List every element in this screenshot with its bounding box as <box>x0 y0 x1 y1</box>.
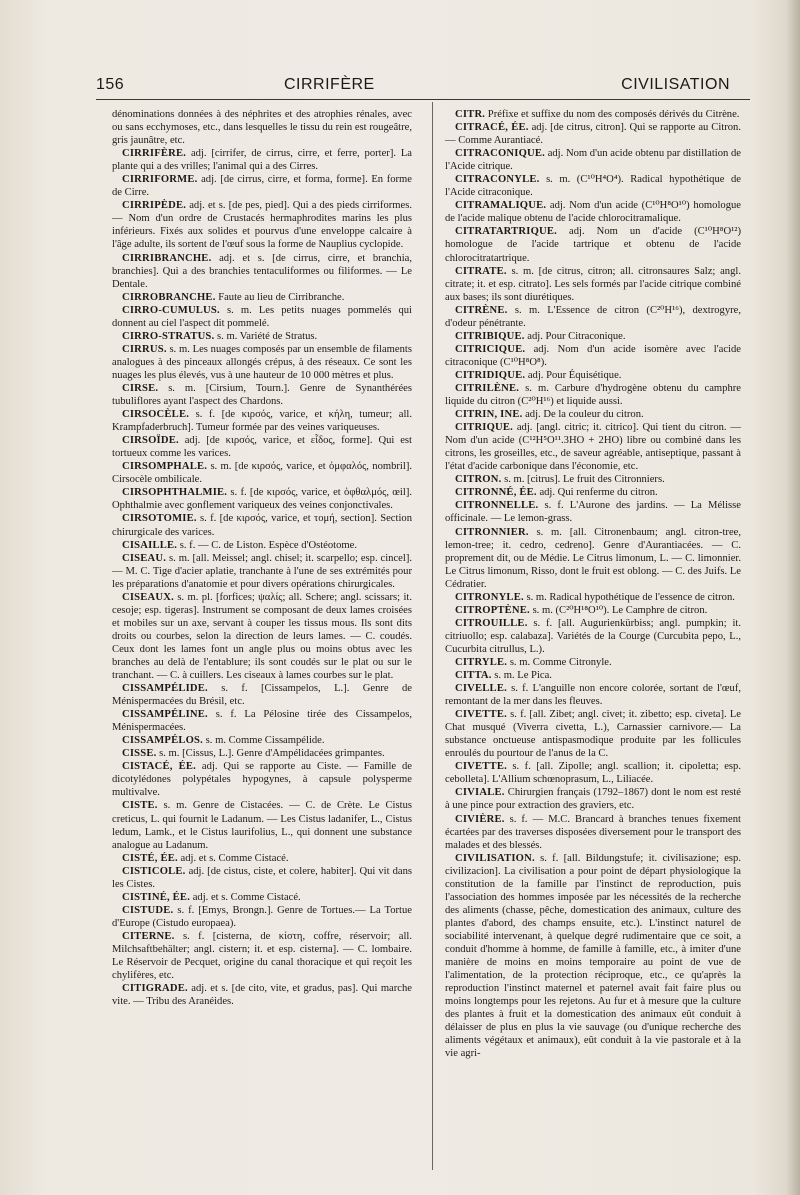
entry-definition: s. f. — C. de Liston. Espèce d'Ostéotome. <box>179 539 358 551</box>
right-running-head: CIVILISATION <box>621 76 730 93</box>
entry-definition: adj. Qui renferme du citron. <box>539 487 658 499</box>
entry-definition: s. m. L'Essence de citron (C²⁰H¹⁶), dextrogyre, d'odeur pénétrante. <box>445 304 741 329</box>
entry-definition: adj. Nom d'un acide (C¹⁰H⁸O¹⁰) homologue de l'acide malique obtenu de l'acide chlorocitramalique. <box>445 200 741 225</box>
entry-headword: CITROPTÈNE. <box>455 604 530 616</box>
entry-headword: CITRACONYLE. <box>455 174 540 186</box>
entry-headword: CISTINÉ, ÉE. <box>122 891 191 903</box>
entry-definition: adj. Pour Citraconique. <box>527 330 626 342</box>
entry-headword: CITRONYLE. <box>455 591 524 603</box>
entry-definition: Chirurgien français (1792–1867) dont le nom est resté à une pince pour extraction des graviers, etc. <box>445 787 741 812</box>
entry-headword: CITRICIQUE. <box>455 343 526 355</box>
entry-definition: s. f. [all. Augurienkürbiss; angl. pumpkin; it. citriuollo; esp. calabaza]. Variétés de la Courge (Curcubita pepo, L., Cucurbita citrullus, L.). <box>445 617 741 655</box>
entry-definition: adj. Nom un d'acide (C¹⁰H⁸O¹²) homologue de l'acide tartrique et obtenu de l'acide chlorocitratartrique. <box>445 226 741 264</box>
dictionary-entry <box>445 408 741 421</box>
entry-definition: s. f. L'anguille non encore colorée, sortant de l'œuf, remontant de la mer dans les fleuves. <box>445 683 741 708</box>
dictionary-entry <box>445 617 741 656</box>
dictionary-entry <box>112 304 412 330</box>
dictionary-entry <box>112 408 412 434</box>
entry-definition: adj. [de cistus, ciste, et colere, habiter]. Qui vit dans les Cistes. <box>112 865 412 890</box>
dictionary-entry <box>445 708 741 760</box>
entry-headword: CIRRIFÈRE. <box>122 148 187 160</box>
entry-definition: s. f. L'Aurone des jardins. — La Mélisse officinale. — Le lemon-grass. <box>445 500 741 525</box>
entry-headword: CIVETTE. <box>455 761 507 773</box>
dictionary-entry <box>112 682 412 708</box>
entry-headword: CIVIALE. <box>455 787 505 799</box>
entry-headword: CIRROBRANCHE. <box>122 291 216 303</box>
entry-headword: CITIGRADE. <box>122 983 188 995</box>
dictionary-entry <box>112 330 412 343</box>
dictionary-entry <box>112 199 412 251</box>
entry-definition: s. m. Les nuages composés par un ensemble de filaments analogues à des pinceaux allongés crépus, à des réseaux. Ce sont les nuages les plus élevés, vus à une hauteur de 10 000 mètres et plus. <box>112 343 412 381</box>
entry-headword: CIRSOMPHALE. <box>122 461 208 473</box>
entry-headword: CIVELLE. <box>455 683 507 695</box>
dictionary-entry <box>445 225 741 264</box>
entry-headword: CIRRIBRANCHE. <box>122 252 212 264</box>
entry-definition: adj. Pour Équisétique. <box>527 369 622 381</box>
entry-headword: CIRRIPÈDE. <box>122 200 187 212</box>
dictionary-entry <box>445 604 741 617</box>
dictionary-entry <box>112 591 412 682</box>
entry-definition: adj. Nom d'un acide obtenu par distillation de l'Acide citrique. <box>445 148 741 173</box>
entry-definition: adj. Qui se rapporte au Ciste. — Famille de dicotylédones polypétales hypogynes, à capsule polysperme multivalve. <box>112 761 412 799</box>
entry-definition: s. m. [citrus]. Le fruit des Citronniers. <box>504 474 665 486</box>
entry-headword: CIVETTE. <box>455 709 507 721</box>
entry-definition: s. m. Variété de Stratus. <box>217 330 318 342</box>
dictionary-entry <box>112 539 412 552</box>
entry-headword: CITRATE. <box>455 265 507 277</box>
entry-definition: s. m. [all. Meissel; angl. chisel; it. scarpello; esp. cincel]. — M. C. Tige d'acier aplatie, tranchante à l'une de ses extrémités pour les préparations d'anatomie et pour divers opérations chirurgicales. <box>112 552 413 590</box>
entry-definition: s. f. — M.C. Brancard à branches tenues fixement écartées par des traverses disposées diversement pour le transport des malades et des blessés. <box>445 813 741 851</box>
dictionary-entry <box>445 813 741 852</box>
entry-headword: CITRACÉ, ÉE. <box>455 122 529 134</box>
entry-definition: adj. [cirrifer, de cirrus, cirre, et ferre, porter]. La plante qui a des vrilles; l'animal qui a des Cirres. <box>112 148 412 173</box>
entry-headword: CITROUILLE. <box>455 617 528 629</box>
entry-definition: adj. et s. [de cito, vite, et gradus, pas]. Qui marche vite. — Tribu des Aranéides. <box>112 983 412 1008</box>
entry-headword: CISEAUX. <box>122 591 174 603</box>
dictionary-entry <box>445 486 741 499</box>
dictionary-entry <box>445 669 741 682</box>
entry-definition: s. m. pl. [forfices; ψαλίς; all. Schere; angl. scissars; it. cesoje; esp. tigeras]. Instrument se composant de deux lames croisées et mobiles sur un axe, servant à couper les tissus mous. Ils sont dits droits ou courbes, selon la direction de leurs lames. — C. coudés. Ceux dont les lames font un angle plus ou moins obtus avec les branches au delà de l'entablure; ils sont coudés sur le plat ou sur le tranchant. — C. à cuillers. Les ciseaux à lames courbes sur le plat. <box>112 591 412 682</box>
entry-definition: adj. [de citrus, citron]. Qui se rapporte au Citron. — Comme Aurantiacé. <box>445 122 741 147</box>
entry-definition: s. m. Carbure d'hydrogène obtenu du camphre liquide du citron (C²⁰H¹⁶) et liquide aussi. <box>445 382 741 408</box>
entry-definition: adj. De la couleur du citron. <box>525 409 644 421</box>
dictionary-entry <box>445 421 741 473</box>
dictionary-entry <box>112 252 412 291</box>
entry-definition: s. m. Genre de Cistacées. — C. de Crète. Le Cistus creticus, L. qui fournit le Ladanum. — Les Cistus ladanifer, L., Cistus ledum, Lamk., et le Cistus laurifolius, L., qui donnent une substance analogue au Ladanum. <box>112 800 412 851</box>
dictionary-entry <box>445 656 741 669</box>
dictionary-entry <box>445 852 741 1061</box>
entry-headword: CIRRIFORME. <box>122 174 198 186</box>
dictionary-entry <box>445 121 741 147</box>
dictionary-entry <box>445 265 741 304</box>
dictionary-entry <box>445 147 741 173</box>
entry-headword: CISSE. <box>122 748 157 760</box>
entry-definition: dénominations données à des néphrites et des atrophies rénales, avec ou sans ecchymoses, etc., dans lesquelles le tissu du rein est rougeâtre, gris jaunâtre, etc. <box>112 109 412 147</box>
dictionary-entry <box>112 460 412 486</box>
entry-definition: s. m. Comme Cissampélide. <box>205 735 325 747</box>
dictionary-entry <box>112 512 412 538</box>
entry-headword: CIRSOÏDE. <box>122 435 179 447</box>
dictionary-entry <box>112 291 412 304</box>
dictionary-entry <box>112 891 412 904</box>
entry-headword: CITRONNIER. <box>455 526 529 538</box>
entry-headword: CITRONNÉ, ÉE. <box>455 487 537 499</box>
entry-headword: CITRIN, INE. <box>455 409 523 421</box>
entry-headword: CITRÈNE. <box>455 304 508 316</box>
dictionary-entry <box>112 173 412 199</box>
entry-headword: CISTUDE. <box>122 904 174 916</box>
entry-definition: s. m. [Cissus, L.]. Genre d'Ampélidacées grimpantes. <box>159 748 385 760</box>
entry-definition: s. m. Le Pica. <box>494 670 552 682</box>
dictionary-entry <box>445 591 741 604</box>
entry-definition: s. f. La Pélosine tirée des Cissampelos, Ménispermacées. <box>112 709 413 734</box>
column-divider <box>432 102 433 1170</box>
entry-headword: CITRONNELLE. <box>455 500 539 512</box>
entry-definition: s. f. [Emys, Brongn.]. Genre de Tortues.— La Tortue d'Europe (Cistudo europaea). <box>112 904 413 929</box>
dictionary-entry <box>445 473 741 486</box>
entry-headword: CITERNE. <box>122 930 175 942</box>
dictionary-entry <box>445 330 741 343</box>
entry-definition: s. m. [de κιρσός, varice, et ὀμφαλός, nombril]. Cirsocèle ombilicale. <box>112 461 412 486</box>
entry-headword: CISTICOLE. <box>122 865 186 877</box>
left-column <box>112 108 412 1008</box>
entry-headword: CITRON. <box>455 474 502 486</box>
entry-headword: CIRSOCÈLE. <box>122 409 190 421</box>
entry-definition: s. m. (C¹⁰H⁴O⁴). Radical hypothétique de l'Acide citraconique. <box>445 174 741 199</box>
entry-headword: CISAILLE. <box>122 539 178 551</box>
entry-definition: s. f. [de κιρσός, varice, et κήλη, tumeur; all. Krampfaderbruch]. Tumeur formée par des veines variqueuses. <box>112 409 413 434</box>
dictionary-entry <box>445 786 741 812</box>
entry-headword: CITRILÈNE. <box>455 382 520 394</box>
entry-definition: s. f. [de κιρσός, varice, et ὀφθαλμός, œil]. Ophthalmie avec gonflement variqueux des veines conjonctivales. <box>112 487 412 512</box>
dictionary-entry <box>112 982 412 1008</box>
dictionary-entry <box>445 499 741 525</box>
entry-headword: CISTÉ, ÉE. <box>122 852 178 864</box>
dictionary-entry <box>112 552 412 591</box>
entry-headword: CITRIQUE. <box>455 422 514 434</box>
entry-definition: adj. Nom d'un acide isomère avec l'acide citraconique (C¹⁰H⁸O⁸). <box>445 343 741 368</box>
dictionary-entry <box>112 760 412 799</box>
entry-definition: s. m. [Cirsium, Tourn.]. Genre de Synanthérées tubuliflores ayant l'aspect des Chardons. <box>112 382 412 408</box>
dictionary-entry <box>112 747 412 760</box>
entry-headword: CISSAMPÉLIDE. <box>122 683 208 695</box>
running-header <box>96 76 760 98</box>
dictionary-entry <box>112 852 412 865</box>
entry-headword: CISTACÉ, ÉE. <box>122 761 197 773</box>
entry-definition: s. f. [all. Bildungstufe; it. civilisazione; esp. civilizacion]. La civilisation a pour point de départ physiologique la constitution de la famille par l'instinct de reproduction, puis l'association des hommes imposée par les nécessités de la recherche des aliments (chasse, pêche, domestication des animaux, culture des plantes d'abord, des champs ensuite, etc.). L'instinct naturel de sociabilité intervenant, à quelque degré rudimentaire que ce soit, a conduit d'homme à homme, de famille à famille, etc., à imiter d'une manière de moins en moins temporaire au point de vue de l'alimentation, de la protection réciproque, etc., ce qu'après la reproduction l'instinct maternel et paternel avait fait faire plus ou moins longtemps pour les rejetons. Au fur et à mesure que la culture des plantes à fruit et la domestication des animaux eût conduit à délaisser de plus en plus la vie sauvage (ou d'unique recherche des aliments végétaux et animaux), eût conduit à la vie pastorale et à la vie agri- <box>445 852 741 1060</box>
dictionary-entry <box>112 799 412 851</box>
entry-headword: CITRYLE. <box>455 656 508 668</box>
dictionary-entry <box>112 434 412 460</box>
entry-headword: CITTA. <box>455 670 492 682</box>
dictionary-entry <box>445 382 741 408</box>
dictionary-entry <box>112 108 412 147</box>
entry-headword: CIRSOPHTHALMIE. <box>122 487 228 499</box>
header-rule <box>96 99 750 100</box>
entry-headword: CIRSOTOMIE. <box>122 513 197 525</box>
dictionary-entry <box>445 199 741 225</box>
entry-headword: CITRIDIQUE. <box>455 369 526 381</box>
entry-definition: adj. [angl. citric; it. citrico]. Qui tient du citron. — Nom d'un acide (C¹²H⁵O¹¹.3HO + 2HO) libre ou combiné dans les citrons, les groseilles, etc., de saveur agréable, antiseptique, passant à l'état d'acide carbonique dans l'économie, etc. <box>445 422 741 473</box>
dictionary-entry <box>112 708 412 734</box>
dictionary-entry <box>445 304 741 330</box>
entry-headword: CIRRUS. <box>122 343 167 355</box>
entry-definition: Faute au lieu de Cirribranche. <box>218 291 345 303</box>
dictionary-entry <box>112 904 412 930</box>
entry-definition: adj. et s. Comme Cistacé. <box>180 852 289 864</box>
dictionary-entry <box>445 108 741 121</box>
entry-definition: adj. [de cirrus, cirre, et forma, forme]. En forme de Cirre. <box>112 174 412 199</box>
page-edge-shadow <box>786 0 800 1195</box>
entry-definition: adj. et s. Comme Cistacé. <box>192 891 301 903</box>
entry-definition: adj. [de κιρσός, varice, et εἶδος, forme]. Qui est tortueux comme les varices. <box>112 435 412 460</box>
entry-headword: CISTE. <box>122 800 158 812</box>
entry-headword: CIVILISATION. <box>455 852 535 864</box>
entry-headword: CITRIBIQUE. <box>455 330 525 342</box>
dictionary-entry <box>445 369 741 382</box>
entry-headword: CIRSE. <box>122 382 159 394</box>
entry-headword: CITRACONIQUE. <box>455 148 546 160</box>
page-number: 156 <box>96 76 125 93</box>
entry-headword: CIRRO-STRATUS. <box>122 330 215 342</box>
entry-headword: CITRATARTRIQUE. <box>455 226 558 238</box>
entry-definition: s. m. Les petits nuages pommelés qui donnent au ciel l'aspect dit pommelé. <box>112 304 412 329</box>
entry-definition: adj. et s. [de cirrus, cirre, et branchia, branchies]. Qui a des branchies tentaculiformes ou filiformes. — Le Dentale. <box>112 252 412 290</box>
dictionary-entry <box>112 147 412 173</box>
dictionary-entry <box>445 173 741 199</box>
entry-headword: CITR. <box>455 109 486 120</box>
dictionary-entry <box>112 930 412 982</box>
entry-definition: s. m. Comme Citronyle. <box>509 656 612 668</box>
entry-definition: adj. et s. [de pes, pied]. Qui a des pieds cirriformes. — Nom d'un ordre de Crustacés hermaphrodites marins les plus inférieurs. Fixés aux solides et pourvus d'une enveloppe calcaire à l'âge adulte, ils sortent de l'œuf sous la forme de Nauplius cyclopide. <box>112 200 412 251</box>
right-column <box>445 108 741 1060</box>
entry-definition: s. m. [all. Citronenbaum; angl. citron-tree, lemon-tree; it. cedro, cedreno]. Genre d'Aurantiacées. — C. proprement dit, ou de Médie. Le Citrus limonum, L. — C. limonnier. Le Citrus limonum, Risso, dont le fruit est oblong. — C. des Juifs. Le Cédratier. <box>445 526 741 590</box>
dictionary-entry <box>112 734 412 747</box>
dictionary-entry <box>112 486 412 512</box>
entry-headword: CIVIÈRE. <box>455 813 505 825</box>
entry-definition: s. f. [cisterna, de κίστη, coffre, réservoir; all. Milchsaftbehälter; angl. cistern; it. et esp. cisterna]. — C. lombaire. Le Réservoir de Pecquet, origine du canal thoracique et qui reçoit les chylifères, etc. <box>112 930 412 982</box>
entry-definition: Préfixe et suffixe du nom des composés dérivés du Citrène. <box>487 109 740 120</box>
left-running-head: CIRRIFÈRE <box>284 76 375 93</box>
dictionary-entry <box>112 382 412 408</box>
entry-definition: s. f. [all. Zibet; angl. civet; it. zibetto; esp. civeta]. Le Chat musqué (Viverra civetta, L.), Carnassier carnivore.— La substance onctueuse antispasmodique produite par les follicules enroulés du pourtour de l'anus de la C. <box>445 709 741 760</box>
entry-headword: CISSAMPÉLOS. <box>122 735 203 747</box>
dictionary-entry <box>112 343 412 382</box>
entry-definition: s. m. Radical hypothétique de l'essence de citron. <box>526 591 735 603</box>
dictionary-entry <box>445 682 741 708</box>
entry-definition: s. f. [all. Zipolle; angl. scallion; it. cipoletta; esp. cebolleta]. L'Allium schœnoprasum, L., Liliacée. <box>445 761 741 786</box>
entry-definition: s. f. [Cissampelos, L.]. Genre de Ménispermacées du Brésil, etc. <box>112 683 412 708</box>
dictionary-entry <box>445 760 741 786</box>
dictionary-entry <box>445 526 741 591</box>
entry-definition: s. m. [de citrus, citron; all. citronsaures Salz; angl. citrate; it. et esp. citrato]. Les sels formés par l'acide citrique combiné aux bases; ils sont diurétiques. <box>445 265 741 303</box>
entry-definition: s. f. [de κιρσός, varice, et τομή, section]. Section chirurgicale des varices. <box>112 513 412 538</box>
entry-headword: CITRAMALIQUE. <box>455 200 547 212</box>
dictionary-entry <box>445 343 741 369</box>
entry-headword: CISEAU. <box>122 552 167 564</box>
entry-headword: CIRRO-CUMULUS. <box>122 304 220 316</box>
entry-definition: s. m. (C²⁰H¹⁸O¹⁰). Le Camphre de citron. <box>532 604 708 616</box>
entry-headword: CISSAMPÉLINE. <box>122 709 208 721</box>
dictionary-entry <box>112 865 412 891</box>
